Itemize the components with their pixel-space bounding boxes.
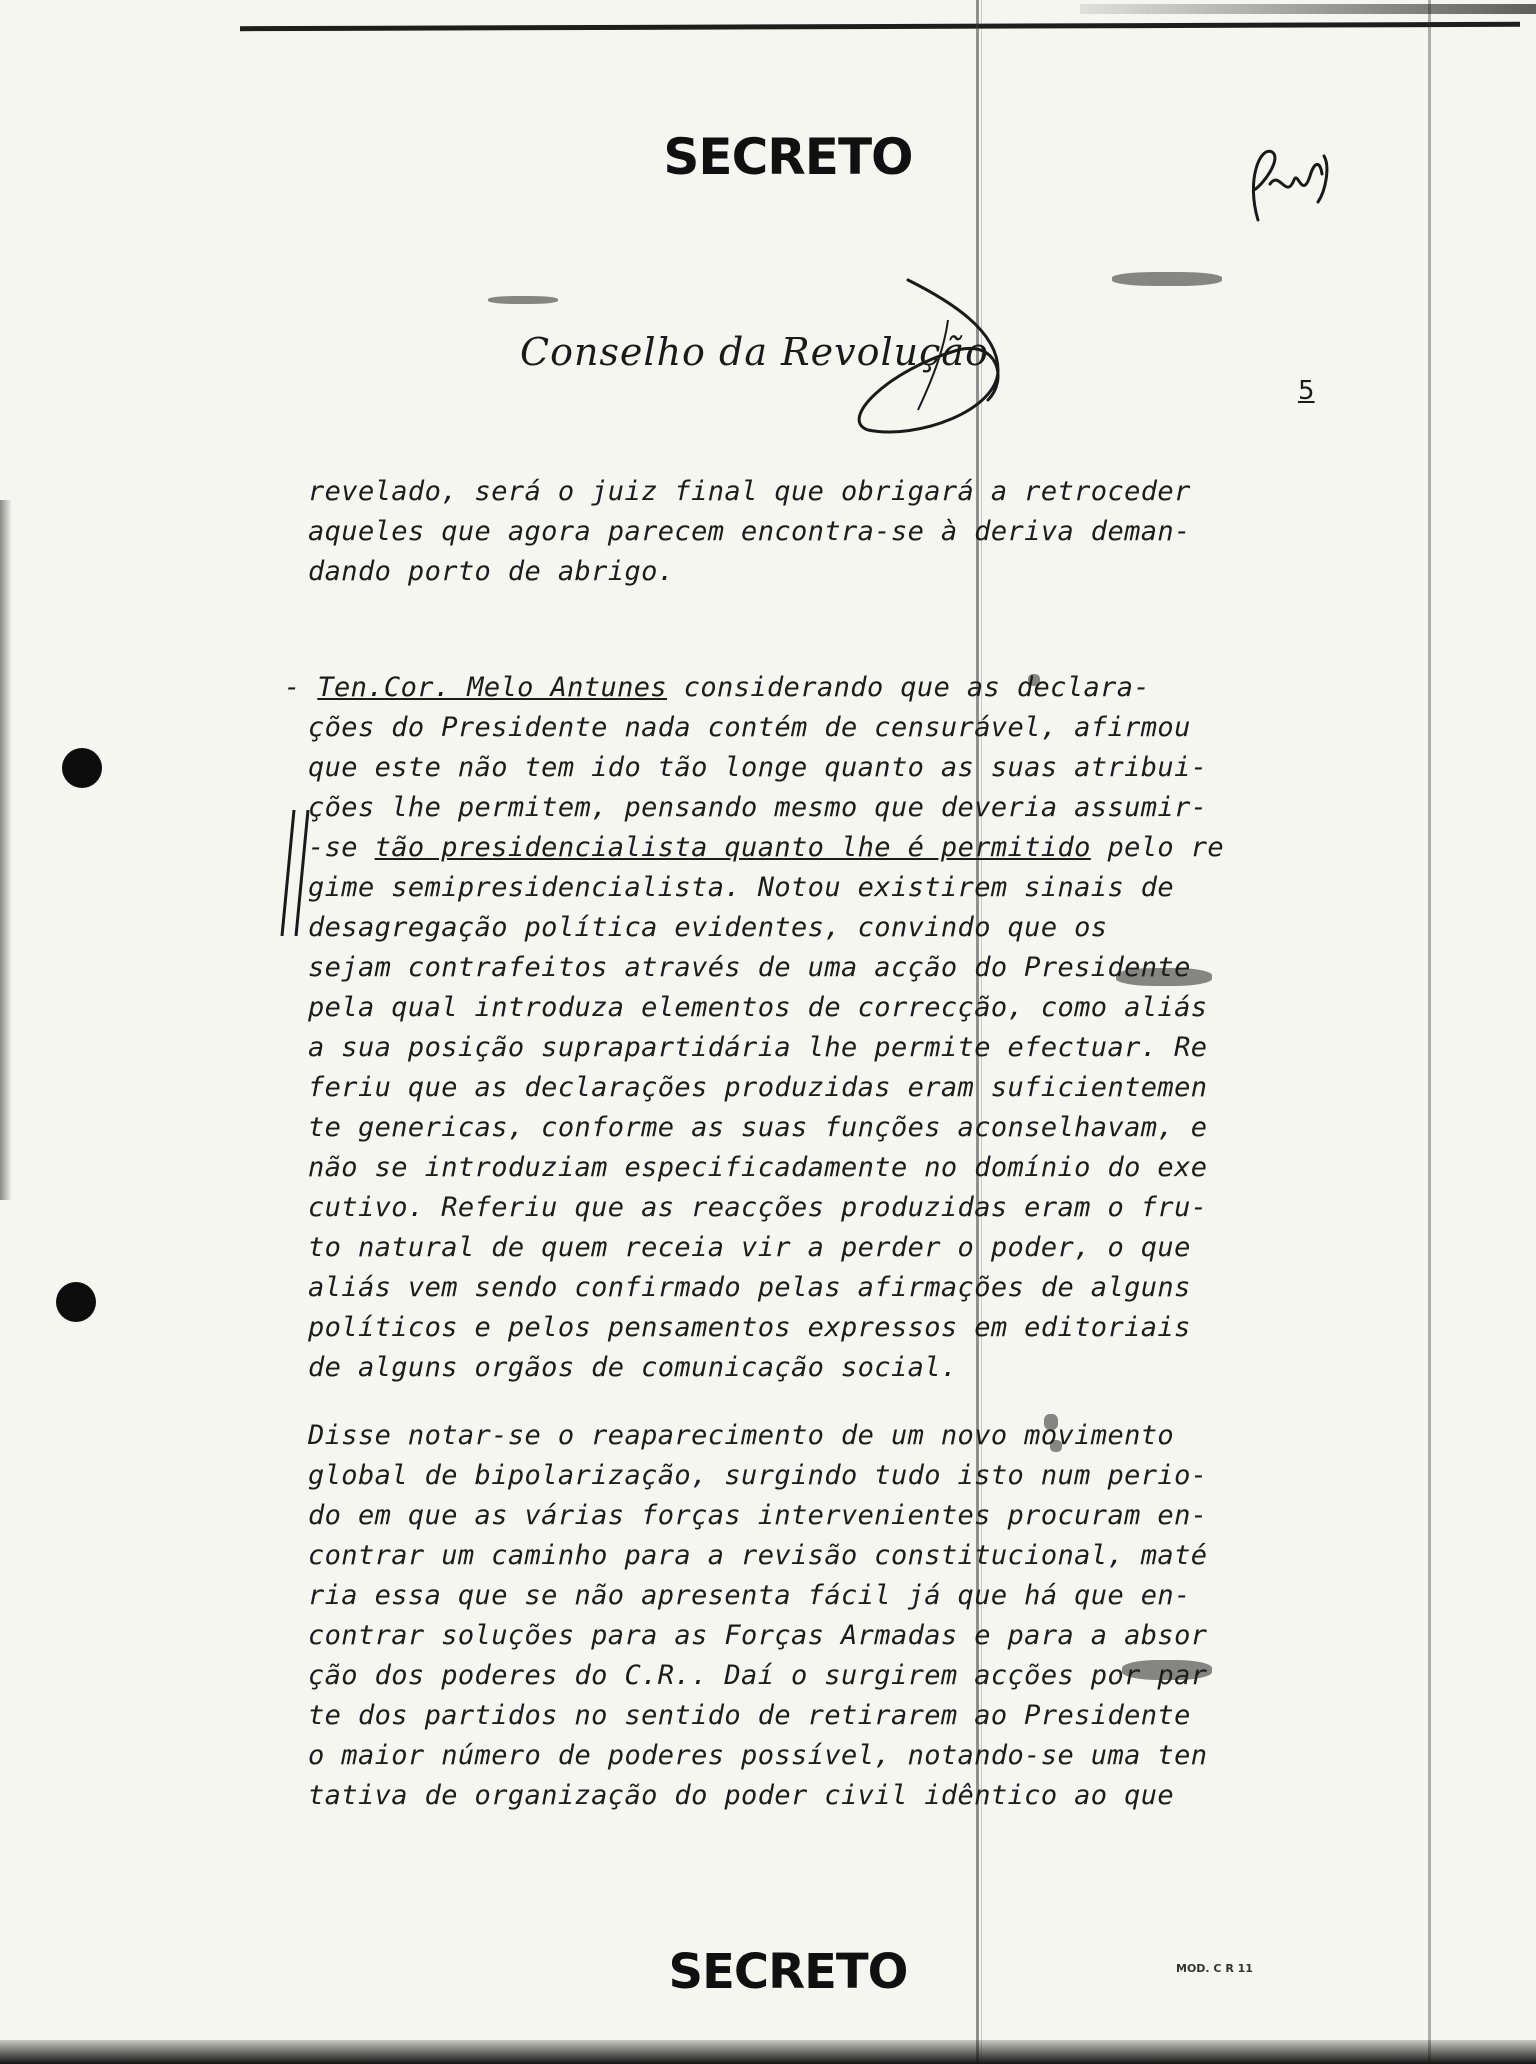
punch-hole-upper: [62, 748, 102, 788]
text-line: de alguns orgãos de comunicação social.: [308, 1352, 958, 1383]
text-line: ções do Presidente nada contém de censurável, afirmou: [308, 712, 1191, 743]
letterhead-title: Conselho da Revolução: [520, 330, 989, 374]
scan-left-shadow: [0, 500, 12, 1200]
underlined-phrase: tão presidencialista quanto lhe é permitido: [374, 832, 1091, 863]
scan-bottom-edge: [0, 2040, 1536, 2064]
text-line: [284, 668, 1268, 708]
text-line: te genericas, conforme as suas funções aconselhavam, e: [308, 1112, 1208, 1143]
text-line: que este não tem ido tão longe quanto as suas atribui-: [308, 752, 1208, 783]
scan-top-rule: [240, 22, 1520, 31]
text-line: aqueles que agora parecem encontra-se à deriva deman-: [308, 516, 1191, 547]
text-line: feriu que as declarações produzidas eram suficientemen: [308, 1072, 1208, 1103]
text-line: global de bipolarização, surgindo tudo isto num perio-: [308, 1460, 1208, 1491]
text-line: te dos partidos no sentido de retirarem ao Presidente: [308, 1700, 1191, 1731]
text-line: Disse notar-se o reaparecimento de um novo movimento: [308, 1420, 1175, 1451]
text-line: não se introduziam especificadamente no domínio do exe: [308, 1152, 1208, 1183]
text-line: políticos e pelos pensamentos expressos em editoriais: [308, 1312, 1191, 1343]
text-line: pela qual introduza elementos de correcção, como aliás: [308, 992, 1208, 1023]
text-segment: -se: [308, 832, 375, 863]
text-line: a sua posição suprapartidária lhe permite efectuar. Re: [308, 1032, 1208, 1063]
text-line: do em que as várias forças intervenientes procuram en-: [308, 1500, 1208, 1531]
text-line: tativa de organização do poder civil idêntico ao que: [308, 1780, 1175, 1811]
scan-top-shadow: [1080, 4, 1536, 14]
classification-stamp-top: SECRETO: [663, 128, 913, 186]
text-line: ção dos poderes do C.R.. Daí o surgirem acções por par: [308, 1660, 1208, 1691]
text-line: revelado, será o juiz final que obrigará a retroceder: [308, 476, 1191, 507]
text-line: o maior número de poderes possível, notando-se uma ten: [308, 1740, 1208, 1771]
paragraph-continuation: [308, 472, 1268, 592]
text-segment: pelo re: [1090, 832, 1225, 863]
text-line: sejam contrafeitos através de uma acção do Presidente: [308, 952, 1191, 983]
text-line: ções lhe permitem, pensando mesmo que deveria assumir-: [308, 792, 1208, 823]
handwritten-initials-icon: [1240, 140, 1340, 230]
page-number: 5: [1298, 376, 1315, 406]
text-line: cutivo. Referiu que as reacções produzidas eram o fru-: [308, 1192, 1208, 1223]
scan-smudge: [488, 296, 558, 304]
bullet-dash: -: [284, 672, 301, 703]
punch-hole-lower: [56, 1282, 96, 1322]
classification-stamp-bottom: SECRETO: [668, 1944, 908, 2000]
text-line: contrar soluções para as Forças Armadas e para a absor: [308, 1620, 1208, 1651]
text-line: contrar um caminho para a revisão constitucional, maté: [308, 1540, 1208, 1571]
text-line: aliás vem sendo confirmado pelas afirmações de alguns: [308, 1272, 1191, 1303]
form-code-label: MOD. C R 11: [1176, 1962, 1253, 1975]
text-segment: considerando que as declara-: [667, 672, 1151, 703]
speaker-name: Ten.Cor. Melo Antunes: [317, 672, 668, 703]
text-line: ria essa que se não apresenta fácil já que há que en-: [308, 1580, 1191, 1611]
paragraph-melo-antunes: [284, 668, 1268, 1388]
text-line: to natural de quem receia vir a perder o poder, o que: [308, 1232, 1191, 1263]
text-line: gime semipresidencialista. Notou existirem sinais de: [308, 872, 1175, 903]
scan-right-edge: [1428, 0, 1431, 2064]
text-line: desagregação política evidentes, convindo que os: [308, 912, 1108, 943]
scan-smudge: [1112, 272, 1222, 286]
text-line: dando porto de abrigo.: [308, 556, 675, 587]
document-body: [284, 472, 1268, 1816]
signature-flourish-icon: [848, 270, 1048, 440]
margin-double-bar-mark-icon: [278, 808, 312, 938]
paragraph-bipolarizacao: [308, 1416, 1268, 1816]
text-line-underlined: [308, 828, 1268, 868]
